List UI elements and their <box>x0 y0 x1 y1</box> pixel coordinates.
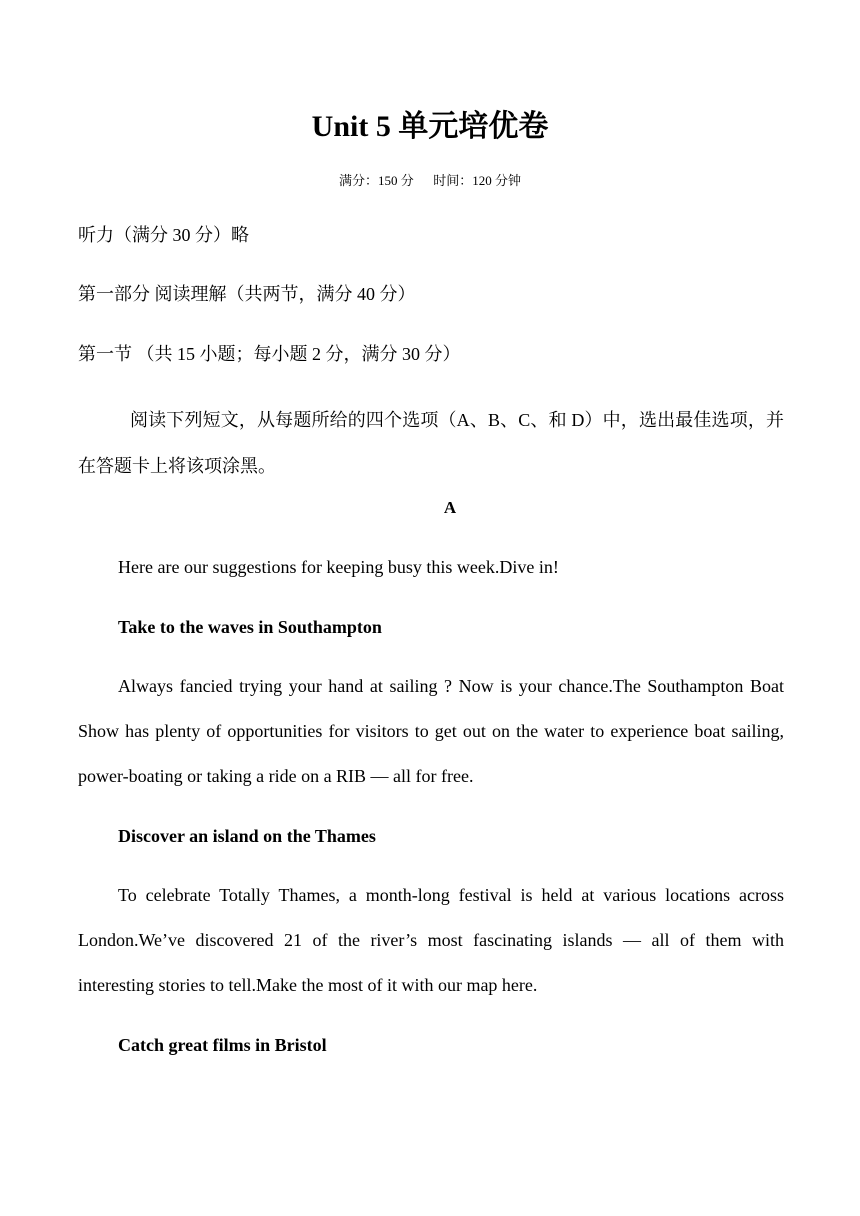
passage-intro: Here are our suggestions for keeping busy this week.Dive in! <box>118 557 559 577</box>
listening-section-heading: 听力（满分 30 分）略 <box>78 225 249 245</box>
score-time-info: 满分：150 分 时间：120 分钟 <box>338 173 521 188</box>
section1-heading: 第一节 （共 15 小题；每小题 2 分，满分 30 分） <box>78 344 461 364</box>
part1-heading: 第一部分 阅读理解（共两节，满分 40 分） <box>78 284 416 304</box>
passage-label: A <box>443 498 457 517</box>
reading-instructions: 阅读下列短文，从每题所给的四个选项（A、B、C、和 D）中，选出最佳选项，并在答题卡上将该项涂黑。 <box>78 410 784 476</box>
item-heading-bristol: Catch great films in Bristol <box>118 1035 327 1055</box>
document-title: Unit 5 单元培优卷 <box>311 110 549 143</box>
item-heading-southampton: Take to the waves in Southampton <box>118 617 382 637</box>
item-body-thames: To celebrate Totally Thames, a month-long festival is held at various locations across London.We’ve discovered 21 of the river’s most fascinating islands — all of them with interesting stories to tell.Make the most of it with our map here. <box>78 885 784 995</box>
item-heading-thames: Discover an island on the Thames <box>118 826 376 846</box>
item-body-southampton: Always fancied trying your hand at sailing ? Now is your chance.The Southampton Boat Show has plenty of opportunities for visitors to get out on the water to experience boat sailing, power-boating or taking a ride on a RIB — all for free. <box>78 676 784 786</box>
